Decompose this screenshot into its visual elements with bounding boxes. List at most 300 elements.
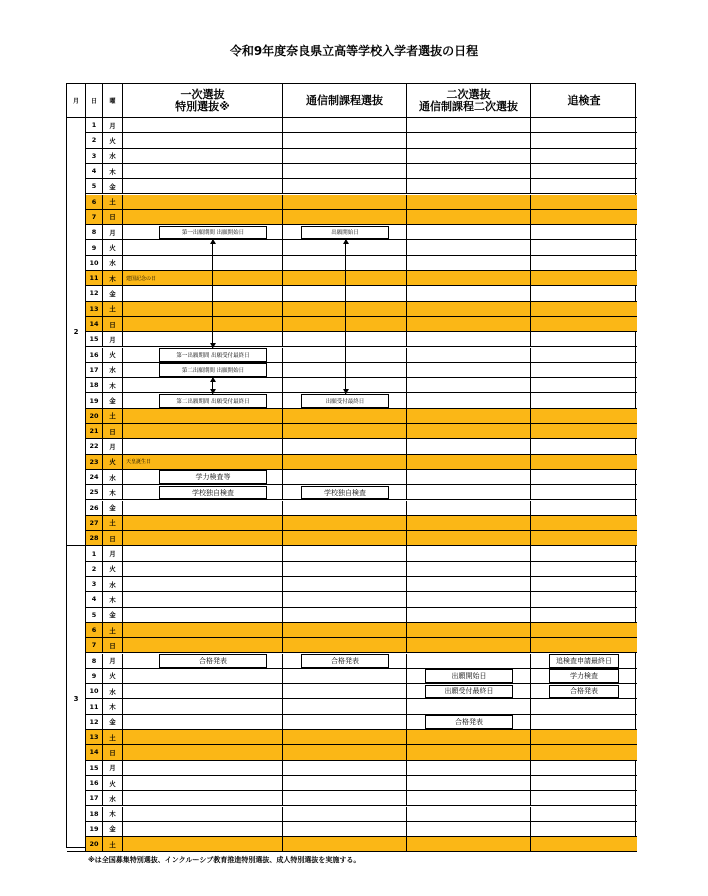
table-row bbox=[86, 531, 637, 546]
schedule-cell bbox=[283, 164, 407, 178]
schedule-cell bbox=[531, 623, 637, 637]
month-label: 2 bbox=[67, 118, 86, 546]
table-row bbox=[86, 118, 637, 133]
schedule-cell bbox=[407, 577, 531, 591]
schedule-cell bbox=[123, 837, 283, 851]
schedule-cell bbox=[531, 363, 637, 377]
day-number: 9 bbox=[86, 669, 103, 683]
header-second-selection-line1: 二次選抜 bbox=[446, 87, 491, 101]
schedule-cell bbox=[283, 195, 407, 209]
weekday: 土 bbox=[103, 409, 123, 423]
arrow-down-icon bbox=[343, 389, 349, 394]
schedule-cell bbox=[407, 776, 531, 790]
table-row bbox=[86, 240, 637, 255]
schedule-cell bbox=[123, 164, 283, 178]
weekday: 月 bbox=[103, 118, 123, 132]
header-first-selection-line2: 特別選抜※ bbox=[175, 99, 230, 113]
table-row bbox=[86, 807, 637, 822]
footnote: ※は全国募集特別選抜、インクルーシブ教育推進特別選抜、成人特別選抜を実施する。 bbox=[88, 856, 361, 864]
schedule-cell bbox=[283, 409, 407, 423]
arrow-down-icon bbox=[210, 389, 216, 394]
schedule-cell bbox=[123, 501, 283, 515]
day-number: 13 bbox=[86, 730, 103, 744]
schedule-cell bbox=[531, 133, 637, 147]
schedule-cell bbox=[283, 455, 407, 469]
table-row bbox=[86, 562, 637, 577]
schedule-cell bbox=[531, 837, 637, 851]
day-number: 1 bbox=[86, 546, 103, 560]
schedule-cell bbox=[531, 149, 637, 163]
schedule-cell bbox=[531, 699, 637, 713]
schedule-cell bbox=[531, 286, 637, 300]
schedule-cell bbox=[407, 179, 531, 193]
schedule-cell bbox=[123, 684, 283, 698]
day-number: 1 bbox=[86, 118, 103, 132]
weekday: 月 bbox=[103, 654, 123, 668]
event-box: 追検査申請最終日 bbox=[549, 654, 619, 668]
schedule-cell bbox=[407, 531, 531, 545]
schedule-cell bbox=[123, 332, 283, 346]
schedule-cell bbox=[123, 118, 283, 132]
table-row bbox=[86, 577, 637, 592]
table-row bbox=[86, 822, 637, 837]
schedule-cell bbox=[407, 745, 531, 759]
schedule-cell bbox=[283, 501, 407, 515]
schedule-cell bbox=[531, 562, 637, 576]
day-number: 27 bbox=[86, 516, 103, 530]
schedule-cell bbox=[283, 730, 407, 744]
weekday: 金 bbox=[103, 393, 123, 407]
table-row bbox=[86, 546, 637, 561]
schedule-cell bbox=[407, 501, 531, 515]
arrow-up-icon bbox=[343, 239, 349, 244]
arrow-up-icon bbox=[210, 239, 216, 244]
schedule-cell bbox=[123, 531, 283, 545]
table-row bbox=[86, 179, 637, 194]
schedule-cell bbox=[123, 210, 283, 224]
schedule-cell bbox=[283, 669, 407, 683]
weekday: 水 bbox=[103, 791, 123, 805]
schedule-cell bbox=[407, 118, 531, 132]
weekday: 水 bbox=[103, 470, 123, 484]
schedule-cell bbox=[123, 623, 283, 637]
header-day: 日 bbox=[86, 84, 103, 118]
period-arrow-line bbox=[345, 239, 346, 394]
schedule-cell bbox=[123, 577, 283, 591]
schedule-cell bbox=[531, 546, 637, 560]
header-make-up-exam: 追検査 bbox=[531, 84, 637, 118]
schedule-cell bbox=[531, 317, 637, 331]
table-row bbox=[86, 133, 637, 148]
schedule-cell bbox=[407, 592, 531, 606]
day-number: 25 bbox=[86, 485, 103, 499]
event-box: 出願開始日 bbox=[301, 226, 389, 240]
schedule-cell bbox=[531, 501, 637, 515]
event-box: 合格発表 bbox=[549, 685, 619, 699]
day-number: 24 bbox=[86, 470, 103, 484]
day-number: 14 bbox=[86, 317, 103, 331]
day-number: 7 bbox=[86, 638, 103, 652]
event-box: 学校独自検査 bbox=[159, 486, 267, 500]
schedule-cell bbox=[407, 195, 531, 209]
weekday: 土 bbox=[103, 195, 123, 209]
day-number: 18 bbox=[86, 807, 103, 821]
schedule-cell bbox=[283, 562, 407, 576]
weekday: 木 bbox=[103, 807, 123, 821]
schedule-cell bbox=[531, 332, 637, 346]
weekday: 火 bbox=[103, 455, 123, 469]
weekday: 水 bbox=[103, 363, 123, 377]
day-number: 6 bbox=[86, 195, 103, 209]
schedule-cell bbox=[407, 546, 531, 560]
table-row bbox=[86, 332, 637, 347]
table-row bbox=[86, 455, 637, 470]
schedule-cell bbox=[283, 592, 407, 606]
weekday: 土 bbox=[103, 516, 123, 530]
table-row bbox=[86, 501, 637, 516]
schedule-cell bbox=[123, 286, 283, 300]
schedule-cell bbox=[123, 745, 283, 759]
event-box: 第一出願期間 出願受付最終日 bbox=[159, 348, 267, 362]
day-number: 8 bbox=[86, 225, 103, 239]
day-number: 6 bbox=[86, 623, 103, 637]
table-row bbox=[86, 439, 637, 454]
schedule-cell bbox=[407, 210, 531, 224]
table-row bbox=[86, 256, 637, 271]
schedule-cell bbox=[407, 317, 531, 331]
holiday-note: 建国記念の日 bbox=[126, 275, 157, 282]
schedule-cell bbox=[407, 455, 531, 469]
schedule-cell bbox=[283, 577, 407, 591]
event-box: 第一出願期間 出願開始日 bbox=[159, 226, 267, 240]
schedule-cell bbox=[283, 822, 407, 836]
schedule-cell bbox=[407, 623, 531, 637]
schedule-cell bbox=[283, 761, 407, 775]
schedule-cell bbox=[407, 485, 531, 499]
schedule-cell bbox=[531, 745, 637, 759]
weekday: 土 bbox=[103, 730, 123, 744]
header-correspondence: 通信制課程選抜 bbox=[283, 84, 407, 118]
day-number: 5 bbox=[86, 608, 103, 622]
day-number: 16 bbox=[86, 348, 103, 362]
weekday: 月 bbox=[103, 546, 123, 560]
day-number: 4 bbox=[86, 164, 103, 178]
day-number: 2 bbox=[86, 562, 103, 576]
event-box: 第二出願期間 出願受付最終日 bbox=[159, 394, 267, 408]
schedule-cell bbox=[407, 608, 531, 622]
weekday: 月 bbox=[103, 439, 123, 453]
event-box: 出願受付最終日 bbox=[425, 685, 513, 699]
page-title: 令和9年度奈良県立高等学校入学者選抜の日程 bbox=[229, 44, 479, 58]
schedule-cell bbox=[531, 210, 637, 224]
header-first-selection-line1: 一次選抜 bbox=[180, 87, 225, 101]
schedule-cell bbox=[123, 409, 283, 423]
schedule-cell bbox=[283, 149, 407, 163]
schedule-cell bbox=[531, 516, 637, 530]
schedule-cell bbox=[123, 608, 283, 622]
schedule-cell bbox=[407, 638, 531, 652]
schedule-cell bbox=[531, 715, 637, 729]
schedule-cell bbox=[407, 761, 531, 775]
day-number: 7 bbox=[86, 210, 103, 224]
schedule-cell bbox=[123, 699, 283, 713]
schedule-cell bbox=[531, 776, 637, 790]
table-row bbox=[86, 302, 637, 317]
schedule-cell bbox=[283, 133, 407, 147]
schedule-cell bbox=[407, 424, 531, 438]
event-box: 学力検査等 bbox=[159, 470, 267, 484]
schedule-cell bbox=[123, 822, 283, 836]
weekday: 金 bbox=[103, 608, 123, 622]
schedule-cell bbox=[407, 562, 531, 576]
day-number: 17 bbox=[86, 791, 103, 805]
schedule-cell bbox=[407, 516, 531, 530]
schedule-cell bbox=[283, 546, 407, 560]
weekday: 火 bbox=[103, 669, 123, 683]
schedule-cell bbox=[123, 133, 283, 147]
schedule-cell bbox=[123, 730, 283, 744]
table-row bbox=[86, 745, 637, 760]
weekday: 火 bbox=[103, 776, 123, 790]
weekday: 土 bbox=[103, 837, 123, 851]
weekday: 金 bbox=[103, 179, 123, 193]
schedule-cell bbox=[531, 240, 637, 254]
schedule-cell bbox=[123, 669, 283, 683]
day-number: 2 bbox=[86, 133, 103, 147]
schedule-cell bbox=[531, 164, 637, 178]
table-row bbox=[86, 409, 637, 424]
event-box: 出願受付最終日 bbox=[301, 394, 389, 408]
schedule-cell bbox=[123, 761, 283, 775]
schedule-cell bbox=[407, 302, 531, 316]
table-row bbox=[86, 761, 637, 776]
day-number: 26 bbox=[86, 501, 103, 515]
schedule-cell bbox=[123, 195, 283, 209]
schedule-cell bbox=[123, 317, 283, 331]
day-number: 21 bbox=[86, 424, 103, 438]
schedule-cell bbox=[407, 409, 531, 423]
day-number: 23 bbox=[86, 455, 103, 469]
schedule-cell bbox=[407, 240, 531, 254]
weekday: 木 bbox=[103, 592, 123, 606]
schedule-cell bbox=[531, 302, 637, 316]
schedule-cell bbox=[123, 516, 283, 530]
day-number: 4 bbox=[86, 592, 103, 606]
schedule-cell bbox=[407, 439, 531, 453]
day-number: 10 bbox=[86, 684, 103, 698]
schedule-cell bbox=[407, 730, 531, 744]
schedule-cell bbox=[123, 546, 283, 560]
table-row bbox=[86, 271, 637, 286]
schedule-cell bbox=[407, 149, 531, 163]
header-first-selection bbox=[123, 84, 283, 118]
weekday: 日 bbox=[103, 317, 123, 331]
schedule-cell bbox=[531, 807, 637, 821]
event-box: 第二出願期間 出願開始日 bbox=[159, 363, 267, 377]
schedule-cell bbox=[283, 424, 407, 438]
weekday: 火 bbox=[103, 562, 123, 576]
schedule-cell bbox=[531, 455, 637, 469]
weekday: 金 bbox=[103, 715, 123, 729]
schedule-cell bbox=[283, 516, 407, 530]
weekday: 木 bbox=[103, 271, 123, 285]
schedule-cell bbox=[531, 638, 637, 652]
day-number: 3 bbox=[86, 149, 103, 163]
schedule-cell bbox=[283, 179, 407, 193]
event-box: 学校独自検査 bbox=[301, 486, 389, 500]
table-row bbox=[86, 195, 637, 210]
day-number: 13 bbox=[86, 302, 103, 316]
schedule-cell bbox=[283, 699, 407, 713]
schedule-cell bbox=[531, 485, 637, 499]
day-number: 11 bbox=[86, 271, 103, 285]
arrow-down-icon bbox=[210, 343, 216, 348]
day-number: 20 bbox=[86, 409, 103, 423]
table-row bbox=[86, 378, 637, 393]
day-number: 12 bbox=[86, 715, 103, 729]
schedule-cell bbox=[531, 531, 637, 545]
header-weekday: 曜 bbox=[103, 84, 123, 118]
schedule-cell bbox=[123, 179, 283, 193]
table-row bbox=[86, 516, 637, 531]
weekday: 金 bbox=[103, 822, 123, 836]
schedule-cell bbox=[407, 822, 531, 836]
table-row bbox=[86, 715, 637, 730]
arrow-up-icon bbox=[210, 377, 216, 382]
schedule-cell bbox=[407, 363, 531, 377]
weekday: 火 bbox=[103, 133, 123, 147]
schedule-cell bbox=[123, 424, 283, 438]
weekday: 月 bbox=[103, 225, 123, 239]
schedule-cell bbox=[531, 256, 637, 270]
schedule-cell bbox=[283, 791, 407, 805]
schedule-cell bbox=[531, 118, 637, 132]
schedule-cell bbox=[407, 378, 531, 392]
weekday: 火 bbox=[103, 240, 123, 254]
day-number: 3 bbox=[86, 577, 103, 591]
table-row bbox=[86, 791, 637, 806]
schedule-cell bbox=[283, 623, 407, 637]
schedule-cell bbox=[283, 439, 407, 453]
schedule-cell bbox=[407, 837, 531, 851]
weekday: 木 bbox=[103, 699, 123, 713]
schedule-cell bbox=[531, 179, 637, 193]
schedule-cell bbox=[123, 149, 283, 163]
header-second-selection bbox=[407, 84, 531, 118]
day-number: 12 bbox=[86, 286, 103, 300]
schedule-cell bbox=[531, 225, 637, 239]
weekday: 水 bbox=[103, 149, 123, 163]
table-row bbox=[86, 164, 637, 179]
weekday: 金 bbox=[103, 286, 123, 300]
day-number: 10 bbox=[86, 256, 103, 270]
schedule-cell bbox=[407, 393, 531, 407]
event-box: 合格発表 bbox=[301, 654, 389, 668]
schedule-cell bbox=[283, 470, 407, 484]
day-number: 16 bbox=[86, 776, 103, 790]
schedule-cell bbox=[283, 837, 407, 851]
day-number: 5 bbox=[86, 179, 103, 193]
schedule-cell bbox=[531, 271, 637, 285]
table-row bbox=[86, 592, 637, 607]
weekday: 木 bbox=[103, 378, 123, 392]
weekday: 日 bbox=[103, 638, 123, 652]
schedule-cell bbox=[123, 256, 283, 270]
table-row bbox=[86, 638, 637, 653]
day-number: 11 bbox=[86, 699, 103, 713]
header-month: 月 bbox=[67, 84, 86, 118]
day-number: 28 bbox=[86, 531, 103, 545]
schedule-cell bbox=[123, 807, 283, 821]
event-box: 合格発表 bbox=[425, 715, 513, 729]
header-second-selection-line2: 通信制課程二次選抜 bbox=[419, 99, 518, 113]
schedule-cell bbox=[531, 822, 637, 836]
schedule-cell bbox=[407, 225, 531, 239]
table-row bbox=[86, 608, 637, 623]
table-row bbox=[86, 424, 637, 439]
day-number: 9 bbox=[86, 240, 103, 254]
schedule-cell bbox=[283, 638, 407, 652]
schedule-cell bbox=[123, 302, 283, 316]
schedule-cell bbox=[123, 562, 283, 576]
event-box: 出願開始日 bbox=[425, 669, 513, 683]
day-number: 18 bbox=[86, 378, 103, 392]
schedule-cell bbox=[531, 348, 637, 362]
weekday: 月 bbox=[103, 761, 123, 775]
schedule-cell bbox=[531, 409, 637, 423]
schedule-cell bbox=[531, 730, 637, 744]
day-number: 19 bbox=[86, 393, 103, 407]
schedule-table bbox=[66, 83, 636, 848]
holiday-note: 天皇誕生日 bbox=[126, 459, 152, 466]
weekday: 土 bbox=[103, 623, 123, 637]
table-row bbox=[86, 837, 637, 852]
table-row bbox=[86, 623, 637, 638]
schedule-cell bbox=[531, 470, 637, 484]
event-box: 合格発表 bbox=[159, 654, 267, 668]
table-row bbox=[86, 776, 637, 791]
schedule-cell bbox=[123, 776, 283, 790]
event-box: 学力検査 bbox=[549, 669, 619, 683]
schedule-cell bbox=[531, 761, 637, 775]
weekday: 日 bbox=[103, 424, 123, 438]
schedule-cell bbox=[407, 133, 531, 147]
table-row bbox=[86, 286, 637, 301]
table-row bbox=[86, 317, 637, 332]
weekday: 木 bbox=[103, 164, 123, 178]
schedule-cell bbox=[407, 791, 531, 805]
schedule-cell bbox=[407, 348, 531, 362]
schedule-cell bbox=[123, 592, 283, 606]
schedule-cell bbox=[283, 608, 407, 622]
schedule-cell bbox=[407, 164, 531, 178]
schedule-cell bbox=[123, 638, 283, 652]
day-number: 15 bbox=[86, 761, 103, 775]
day-number: 17 bbox=[86, 363, 103, 377]
table-row bbox=[86, 730, 637, 745]
schedule-cell bbox=[531, 577, 637, 591]
schedule-cell bbox=[407, 332, 531, 346]
schedule-cell bbox=[283, 210, 407, 224]
weekday: 日 bbox=[103, 531, 123, 545]
weekday: 火 bbox=[103, 348, 123, 362]
day-number: 8 bbox=[86, 654, 103, 668]
weekday: 水 bbox=[103, 256, 123, 270]
schedule-cell bbox=[283, 118, 407, 132]
schedule-cell bbox=[407, 256, 531, 270]
schedule-cell bbox=[283, 745, 407, 759]
schedule-cell bbox=[531, 439, 637, 453]
